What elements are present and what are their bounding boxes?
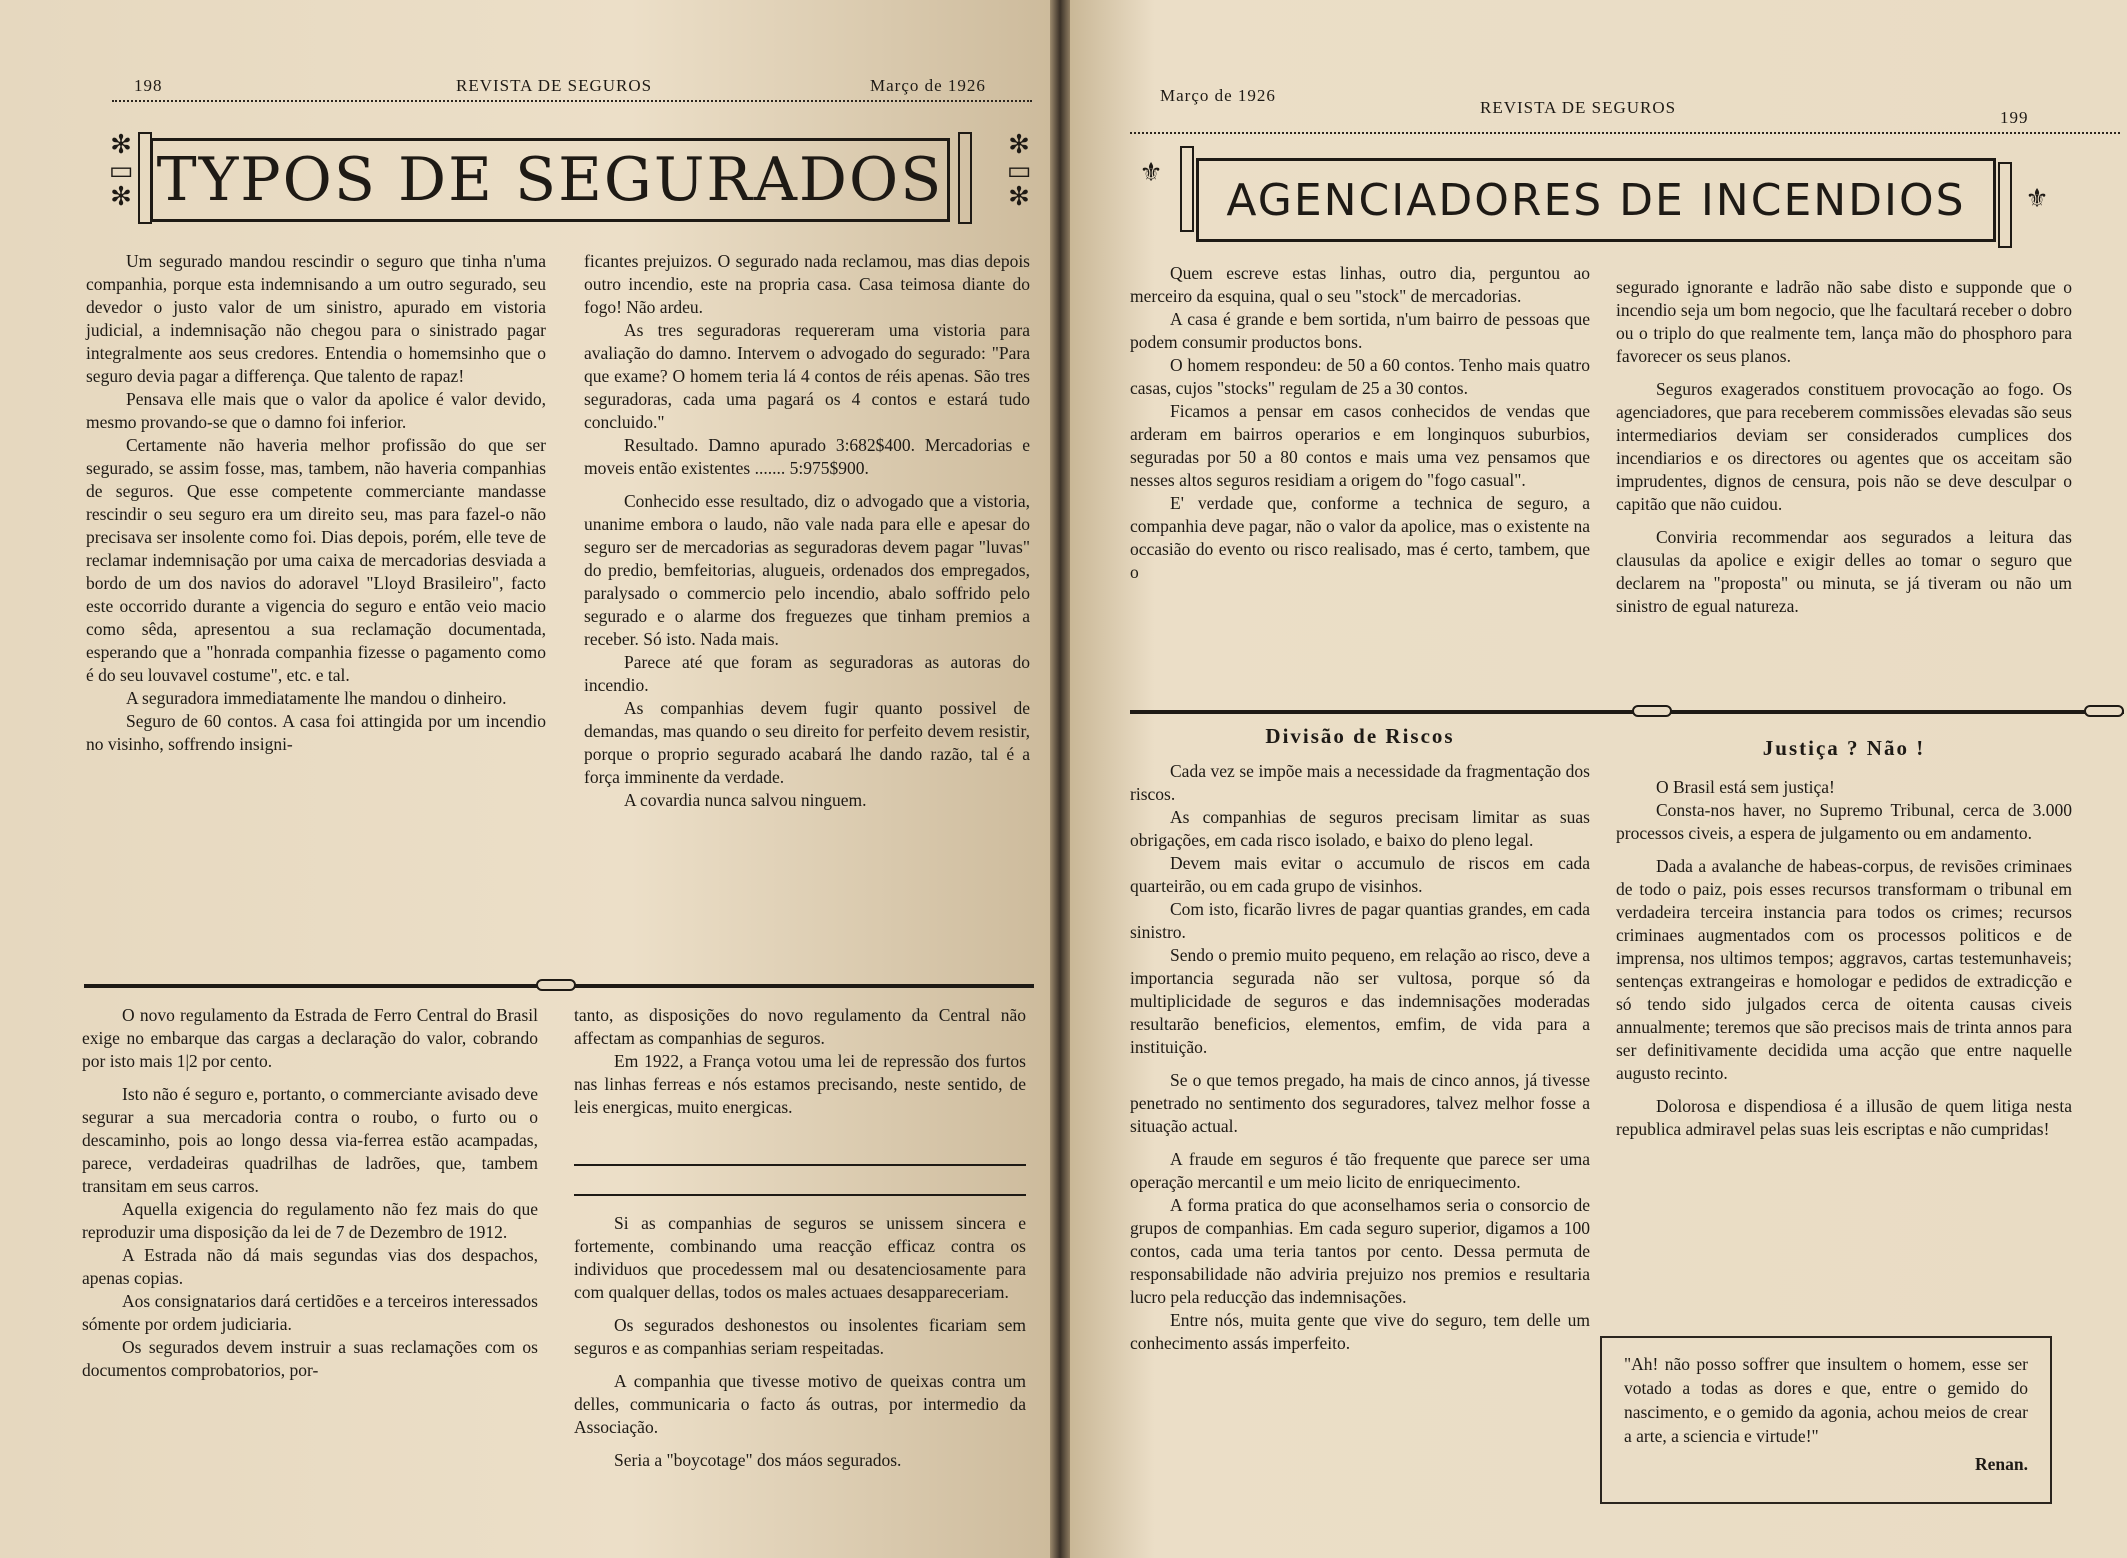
- paragraph: Os segurados deshonestos ou insolentes ficariam sem seguros e as companhias seriam respeitadas.: [574, 1315, 1026, 1358]
- right-page: [1070, 0, 2127, 1558]
- paragraph: Pensava elle mais que o valor da apolice é valor devido, mesmo provando-se que o damno foi inferior.: [86, 389, 546, 432]
- ornament-icon: ✻ ▭ ✻: [108, 130, 134, 211]
- article-title: TYPOS DE SEGURADOS: [150, 138, 950, 222]
- paragraph: Sendo o premio muito pequeno, em relação ao risco, deve a importancia segurada não ser vultosa, porque só da multiplicidade de seguros e das indemnisações moderadas resultarão beneficios, elementos, emfim, de vida para a instituição.: [1130, 945, 1590, 1057]
- paragraph: Em 1922, a França votou uma lei de repressão dos furtos nas linhas ferreas e nós estamos precisando, neste sentido, de leis energicas, muito energicas.: [574, 1051, 1026, 1117]
- journal-name: REVISTA DE SEGUROS: [1480, 98, 1677, 117]
- paragraph: As tres seguradoras requereram uma vistoria para avaliação do damno. Intervem o advogado do segurado: "Para que exame? O homem teria lá 4 contos de réis apenas. São tres seguradoras, cada uma pagará os 4 contos e estará tudo concluido.": [584, 320, 1030, 432]
- left-page: [0, 0, 1050, 1558]
- text-column: [86, 250, 546, 756]
- text-column: [1130, 262, 1590, 584]
- text-column: [574, 1212, 1026, 1472]
- paragraph: Com isto, ficarão livres de pagar quantias grandes, em cada sinistro.: [1130, 899, 1590, 942]
- paragraph: Dada a avalanche de habeas-corpus, de revisões criminaes de todo o paiz, pois esses recursos transformam o tribunal em verdadeira terceira instancia para todos os crimes; recursos criminaes augmentados com os processos politicos e de imprensa, nos ultimos tempos; aggravos, cartas testemunhaveis; sentenças extrangeiras e homologar e pedidos de extradicção e só tendo sido julgados cerca de oitenta causas civeis annualmente; teremos que são precisos mais de trinta annos para ser definitivamente decidida uma acção que entre naquelle augusto recinto.: [1616, 856, 2072, 1083]
- paragraph: O homem respondeu: de 50 a 60 contos. Tenho mais quatro casas, cujos "stocks" regulam de 25 a 30 contos.: [1130, 355, 1590, 398]
- section-divider: [574, 1194, 1026, 1196]
- paragraph: Os segurados devem instruir a suas reclamações com os documentos comprobatorios, por-: [82, 1337, 538, 1380]
- text-column: [82, 1004, 538, 1382]
- section-heading: Divisão de Riscos: [1265, 724, 1455, 748]
- paragraph: Isto não é seguro e, portanto, o commerciante avisado deve segurar a sua mercadoria contra o roubo, o furto ou o descaminho, pois ao longo dessa via-ferrea estão acampadas, parece, verdadeiras quadrilhas de ladrões, que, tambem transitam em seus carros.: [82, 1084, 538, 1196]
- paragraph: ficantes prejuizos. O segurado nada reclamou, mas dias depois outro incendio, este na propria casa. Casa teimosa diante do fogo! Não ardeu.: [584, 251, 1030, 317]
- paragraph: Um segurado mandou rescindir o seguro que tinha n'uma companhia, porque esta indemnisando a um outro segurado, seu devedor o justo valor de um sinistro, apurado em vistoria judicial, a indemnisação não chegou para o sinistrado pagar integralmente aos seus credores. Entendia o homemsinho que o seguro devia pagar a differença. Que talento de rapaz!: [86, 251, 546, 386]
- paragraph: Entre nós, muita gente que vive do seguro, tem delle um conhecimento assás imperfeito.: [1130, 1310, 1590, 1353]
- page-number: 198: [134, 76, 163, 95]
- paragraph: A companhia que tivesse motivo de queixas contra um delles, communicaria o facto ás outras, por intermedio da Associação.: [574, 1371, 1026, 1437]
- paragraph: A Estrada não dá mais segundas vias dos despachos, apenas copias.: [82, 1245, 538, 1288]
- text-column: [1616, 276, 2072, 618]
- page-number: 199: [2000, 108, 2029, 127]
- section-divider: [574, 1164, 1026, 1166]
- ornament-icon: ⚜: [1139, 158, 1163, 187]
- paragraph: A seguradora immediatamente lhe mandou o dinheiro.: [126, 688, 507, 708]
- paragraph: O novo regulamento da Estrada de Ferro Central do Brasil exige no embarque das cargas a declaração do valor, cobrando por isto mais 1|2 por cento.: [82, 1005, 538, 1071]
- paragraph: As companhias devem fugir quanto possivel de demandas, mas quando o seu direito for perfeito devem resistir, porque o proprio segurado acabará lhe dando razão, tal é a força imminente da verdade.: [584, 698, 1030, 787]
- paragraph: A forma pratica do que aconselhamos seria o consorcio de grupos de companhias. Em cada seguro superior, digamos a 100 contos, cada uma teria tantos por cento. Dessa permuta de responsabilidade não adviria prejuizo nos premios e resultaria lucro pela reducção das indemnisações.: [1130, 1195, 1590, 1307]
- paragraph: E' verdade que, conforme a technica de seguro, a companhia deve pagar, não o valor da apolice, mas o existente na occasião do evento ou risco realisado, mas é certo, tambem, que o: [1130, 493, 1590, 582]
- paragraph: segurado ignorante e ladrão não sabe disto e supponde que o incendio seja um bom negocio, que lhe facultará receber o dobro ou o triplo do que realmente tem, lança mão do phosphoro para favorecer os seus planos.: [1616, 277, 2072, 366]
- paragraph: Ficamos a pensar em casos conhecidos de vendas que arderam em bairros operarios e em longinquos suburbios, seguradas por 50 a 80 contos e mais uma vez pensamos que nesses altos seguros residiam a origem do "fogo casual".: [1130, 401, 1590, 490]
- ornament-bar: [958, 132, 972, 224]
- issue-date: Março de 1926: [870, 76, 986, 95]
- paragraph: Seguros exagerados constituem provocação ao fogo. Os agenciadores, que para receberem commissões elevadas são seus intermediarios deviam ser considerados cumplices dos incendiarios e os directores ou agentes que os acceitam são imprudentes, dignos de censura, pois não se deve desculpar o capitão que não cuidou.: [1616, 379, 2072, 514]
- header-rule: [112, 100, 1032, 102]
- quote-author: Renan.: [1975, 1454, 2028, 1474]
- text-column: [574, 1004, 1026, 1119]
- ornament-icon: ✻ ▭ ✻: [1006, 130, 1032, 211]
- paragraph: Dolorosa e dispendiosa é a illusão de quem litiga nesta republica admiravel pelas suas leis escriptas e não cumpridas!: [1616, 1096, 2072, 1139]
- section-divider: [84, 984, 1034, 988]
- ornament-bar: [1998, 162, 2012, 248]
- quote-box: [1600, 1336, 2052, 1504]
- quote-text: "Ah! não posso soffrer que insultem o homem, esse ser votado a todas as dores e que, entre o gemido do nascimento, e o gemido da agonia, achou meios de crear a arte, a sciencia e virtude!": [1624, 1354, 2028, 1446]
- paragraph: As companhias de seguros precisam limitar as suas obrigações, em cada risco isolado, e baixo do pleno legal.: [1130, 807, 1590, 850]
- paragraph: O Brasil está sem justiça!: [1656, 777, 1835, 797]
- text-column: [1130, 760, 1590, 1355]
- issue-date: Março de 1926: [1160, 86, 1276, 105]
- paragraph: Conviria recommendar aos segurados a leitura das clausulas da apolice e exigir delles ao tomar o seguro que declarem na "proposta" ou minuta, se já tiveram ou não um sinistro de egual natureza.: [1616, 527, 2072, 616]
- section-divider: [1130, 710, 2124, 714]
- paragraph: Cada vez se impõe mais a necessidade da fragmentação dos riscos.: [1130, 761, 1590, 804]
- section-heading: Justiça ? Não !: [1762, 736, 1926, 760]
- journal-name: REVISTA DE SEGUROS: [456, 76, 653, 95]
- header-rule: [1130, 132, 2120, 134]
- article-title: AGENCIADORES DE INCENDIOS: [1196, 158, 1996, 242]
- paragraph: tanto, as disposições do novo regulamento da Central não affectam as companhias de seguros.: [574, 1005, 1026, 1048]
- paragraph: Se o que temos pregado, ha mais de cinco annos, já tivesse penetrado no sentimento dos seguradores, talvez melhor fosse a situação actual.: [1130, 1070, 1590, 1136]
- text-column: [1616, 776, 2072, 1141]
- text-column: [584, 250, 1030, 812]
- paragraph: A fraude em seguros é tão frequente que parece ser uma operação mercantil e um meio licito de enriquecimento.: [1130, 1149, 1590, 1192]
- ornament-icon: ⚜: [2025, 184, 2049, 213]
- paragraph: Conhecido esse resultado, diz o advogado que a vistoria, unanime embora o laudo, não vale nada para elle e apesar do seguro ser de mercadorias as seguradoras devem pagar "luvas" do predio, bemfeitorias, alugueis, ordenados dos empregados, paralysado o commercio pelo incendio, abalo soffrido pelo segurado e o alarme dos freguezes que tinham premios a receber. Só isto. Nada mais.: [584, 491, 1030, 649]
- ornament-bar: [1180, 146, 1194, 232]
- paragraph: Devem mais evitar o accumulo de riscos em cada quarteirão, ou em cada grupo de visinhos.: [1130, 853, 1590, 896]
- paragraph: Seria a "boycotage" dos máos segurados.: [614, 1450, 902, 1470]
- paragraph: Quem escreve estas linhas, outro dia, perguntou ao merceiro da esquina, qual o seu "stock" de mercadorias.: [1130, 263, 1590, 306]
- book-spine: [1050, 0, 1070, 1558]
- paragraph: Aquella exigencia do regulamento não fez mais do que reproduzir uma disposição da lei de 7 de Dezembro de 1912.: [82, 1199, 538, 1242]
- paragraph: A covardia nunca salvou ninguem.: [624, 790, 867, 810]
- paragraph: Consta-nos haver, no Supremo Tribunal, cerca de 3.000 processos civeis, a espera de julgamento ou em andamento.: [1616, 800, 2072, 843]
- paragraph: A casa é grande e bem sortida, n'um bairro de pessoas que podem consumir productos bons.: [1130, 309, 1590, 352]
- paragraph: Certamente não haveria melhor profissão do que ser segurado, se assim fosse, mas, tambem, não haveria companhias de seguros. Que esse competente commerciante mandasse rescindir o seu seguro era um direito seu, mas para fazel-o não precisava ser insolente como foi. Dias depois, porém, elle teve de reclamar indemnisação por uma caixa de mercadorias desviada a bordo de um dos navios do adoravel "Lloyd Brasileiro", facto este occorrido durante a vigencia do seguro e então veio macio como sêda, apresentou a sua reclamação documentada, esperando que a "honrada companhia fizesse o pagamento como é do seu louvavel costume", etc. e tal.: [86, 435, 546, 685]
- paragraph: Si as companhias de seguros se unissem sincera e fortemente, combinando uma reacção efficaz contra os individuos que procedessem mal ou desatenciosamente para com qualquer dellas, todos os males actuaes desappareceriam.: [574, 1213, 1026, 1302]
- paragraph: Aos consignatarios dará certidões e a terceiros interessados sómente por ordem judiciaria.: [82, 1291, 538, 1334]
- paragraph: Parece até que foram as seguradoras as autoras do incendio.: [584, 652, 1030, 695]
- paragraph: Seguro de 60 contos. A casa foi attingida por um incendio no visinho, soffrendo insigni-: [86, 711, 546, 754]
- paragraph: Resultado. Damno apurado 3:682$400. Mercadorias e moveis então existentes ....... 5:975$900.: [584, 435, 1030, 478]
